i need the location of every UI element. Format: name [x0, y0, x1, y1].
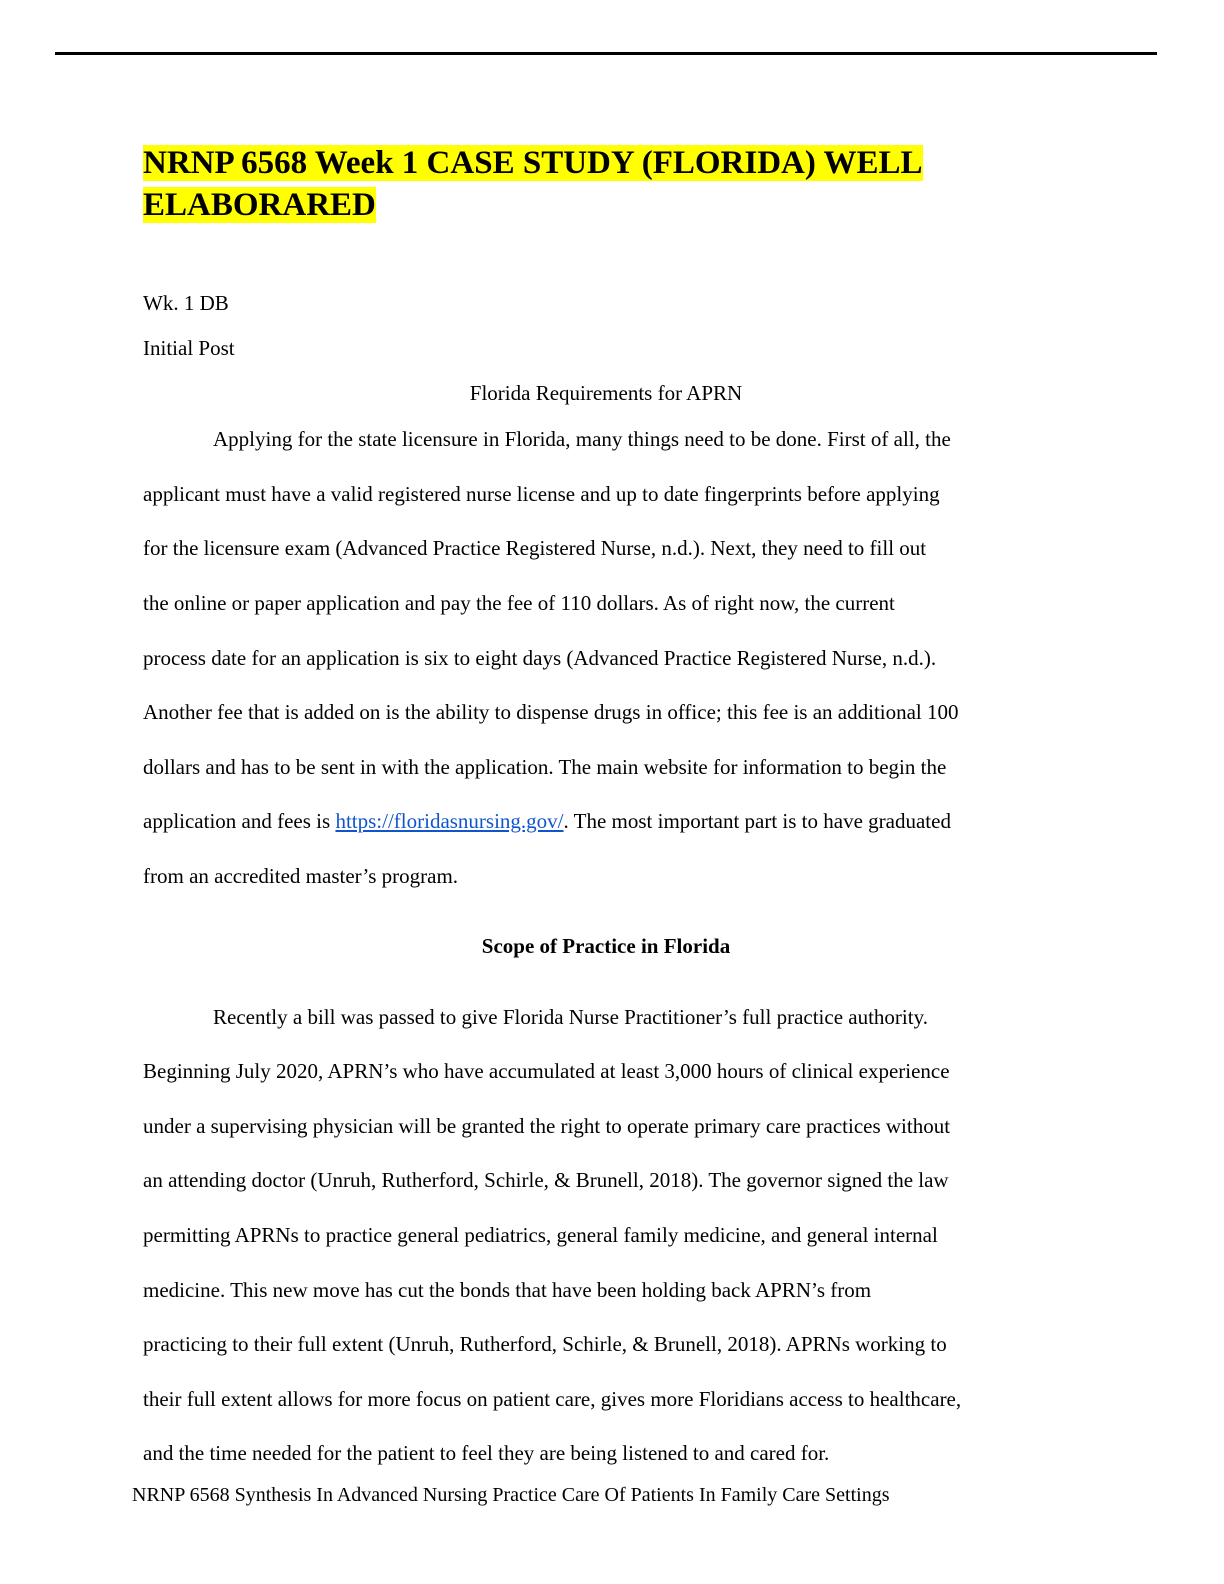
- paragraph-line: medicine. This new move has cut the bonds that have been holding back APRN’s from: [143, 1278, 872, 1302]
- paragraph-line: applicant must have a valid registered nurse license and up to date fingerprints before applying: [143, 482, 940, 506]
- paragraph-line: permitting APRNs to practice general pediatrics, general family medicine, and general internal: [143, 1223, 938, 1247]
- paragraph-line: practicing to their full extent (Unruh, Rutherford, Schirle, & Brunell, 2018). APRNs working to: [143, 1332, 947, 1356]
- top-divider: [55, 52, 1157, 55]
- paragraph-line: an attending doctor (Unruh, Rutherford, Schirle, & Brunell, 2018). The governor signed the law: [143, 1168, 949, 1192]
- paragraph-line-with-link: [143, 808, 951, 834]
- paragraph-line: the online or paper application and pay the fee of 110 dollars. As of right now, the current: [143, 591, 895, 615]
- paragraph-line: process date for an application is six to eight days (Advanced Practice Registered Nurse, n.d.).: [143, 646, 937, 670]
- link-suffix: . The most important part is to have graduated: [563, 809, 951, 833]
- title-highlight: NRNP 6568 Week 1 CASE STUDY (FLORIDA) WELL ELABORARED: [143, 145, 923, 223]
- page-footer: NRNP 6568 Synthesis In Advanced Nursing Practice Care Of Patients In Family Care Settings: [132, 1484, 890, 1506]
- paragraph-line: Applying for the state licensure in Florida, many things need to be done. First of all, the: [213, 427, 951, 451]
- paragraph-line: from an accredited master’s program.: [143, 864, 459, 888]
- paragraph-line: Beginning July 2020, APRN’s who have accumulated at least 3,000 hours of clinical experience: [143, 1059, 950, 1083]
- paragraph-line: for the licensure exam (Advanced Practice Registered Nurse, n.d.). Next, they need to fill out: [143, 536, 927, 560]
- paragraph-line: Another fee that is added on is the ability to dispense drugs in office; this fee is an additional 100: [143, 700, 959, 724]
- post-label: Initial Post: [143, 336, 235, 360]
- paragraph-line: under a supervising physician will be granted the right to operate primary care practices without: [143, 1114, 951, 1138]
- paragraph-line: and the time needed for the patient to feel they are being listened to and cared for.: [143, 1441, 830, 1465]
- paragraph-line: Recently a bill was passed to give Florida Nurse Practitioner’s full practice authority.: [213, 1005, 928, 1029]
- paragraph-line: their full extent allows for more focus on patient care, gives more Floridians access to healthcare,: [143, 1387, 962, 1411]
- link-prefix: application and fees is: [143, 809, 336, 833]
- floridas-nursing-link[interactable]: https://floridasnursing.gov/: [335, 809, 564, 833]
- week-label: Wk. 1 DB: [143, 291, 229, 315]
- paragraph-line: dollars and has to be sent in with the application. The main website for information to begin the: [143, 755, 947, 779]
- section-heading-requirements: Florida Requirements for APRN: [469, 381, 743, 405]
- document-title: [143, 142, 1043, 226]
- section-heading-scope: Scope of Practice in Florida: [481, 934, 731, 958]
